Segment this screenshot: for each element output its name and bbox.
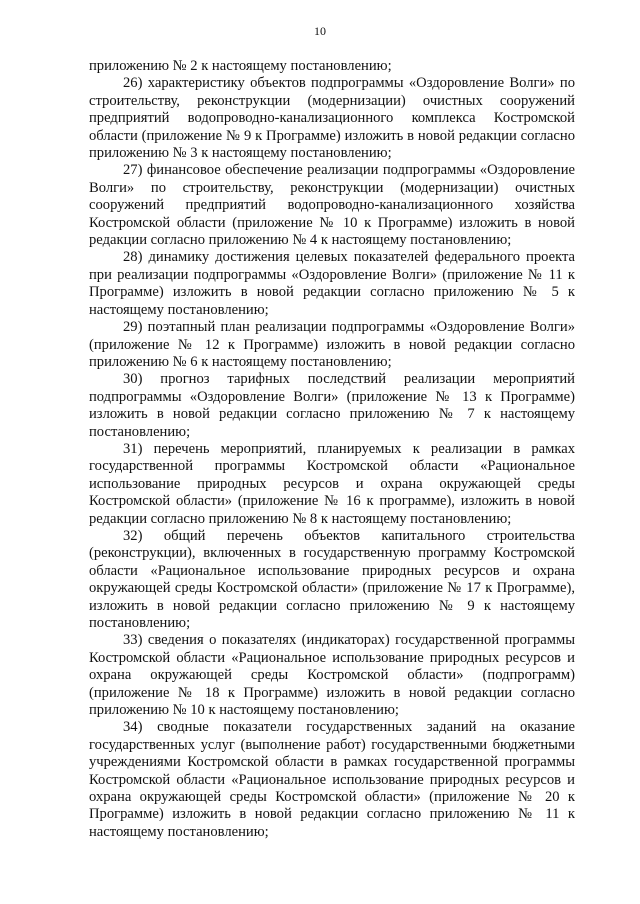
paragraph-item-34: 34) сводные показатели государственных заданий на оказание государственных услуг (выполнение работ) государственными бюджетными учреждениями Костромской области в рамках государственной программы Костромской области «Рациональное использование природных ресурсов и охрана окружающей среды Костромской области» (приложение № 20 к Программе) изложить в новой редакции согласно приложению № 11 к настоящему постановлению; bbox=[89, 719, 575, 840]
paragraph-item-30: 30) прогноз тарифных последствий реализации мероприятий подпрограммы «Оздоровление Волги» (приложение № 13 к Программе) изложить в новой редакции согласно приложению № 7 к настоящему постановлению; bbox=[89, 371, 575, 440]
document-body bbox=[89, 58, 575, 841]
paragraph-item-28: 28) динамику достижения целевых показателей федерального проекта при реализации подпрограммы «Оздоровление Волги» (приложение № 11 к Программе) изложить в новой редакции согласно приложению № 5 к настоящему постановлению; bbox=[89, 249, 575, 318]
paragraph-item-32: 32) общий перечень объектов капитального строительства (реконструкции), включенных в государственную программу Костромской области «Рациональное использование природных ресурсов и охрана окружающей среды Костромской области» (приложение № 17 к Программе), изложить в новой редакции согласно приложению № 9 к настоящему постановлению; bbox=[89, 527, 575, 631]
paragraph-item-31: 31) перечень мероприятий, планируемых к реализации в рамках государственной программы Костромской области «Рациональное использование природных ресурсов и охрана окружающей среды Костромской области» (приложение № 16 к программе), изложить в новой редакции согласно приложению № 8 к настоящему постановлению; bbox=[89, 440, 575, 527]
paragraph-continuation: приложению № 2 к настоящему постановлению; bbox=[89, 58, 392, 74]
paragraph-item-26: 26) характеристику объектов подпрограммы «Оздоровление Волги» по строительству, реконструкции (модернизации) очистных сооружений предприятий водопроводно-канализационного комплекса Костромской области (приложение № 9 к Программе) изложить в новой редакции согласно приложению № 3 к настоящему постановлению; bbox=[89, 75, 575, 162]
paragraph-item-33: 33) сведения о показателях (индикаторах) государственной программы Костромской области «Рациональное использование природных ресурсов и охрана окружающей среды Костромской области» (подпрограмм) (приложение № 18 к Программе) изложить в новой редакции согласно приложению № 10 к настоящему постановлению; bbox=[89, 632, 575, 719]
page-number: 10 bbox=[314, 24, 326, 38]
paragraph-item-29: 29) поэтапный план реализации подпрограммы «Оздоровление Волги» (приложение № 12 к Программе) изложить в новой редакции согласно приложению № 6 к настоящему постановлению; bbox=[89, 319, 575, 370]
paragraph-item-27: 27) финансовое обеспечение реализации подпрограммы «Оздоровление Волги» по строительству, реконструкции (модернизации) очистных сооружений предприятий водопроводно-канализационного хозяйства Костромской области (приложение № 10 к Программе) изложить в новой редакции согласно приложению № 4 к настоящему постановлению; bbox=[89, 162, 575, 249]
